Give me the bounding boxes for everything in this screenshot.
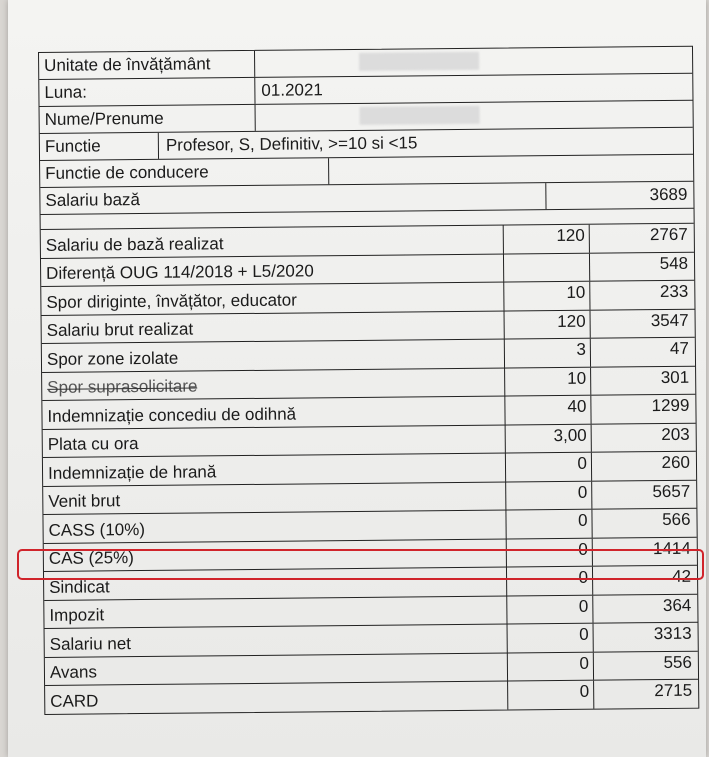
row-label: Spor zone izolate [46,348,179,369]
row-qty: 0 [577,453,588,473]
qty-cell [503,253,590,281]
qty-cell [504,367,591,395]
row-qty: 10 [567,368,587,388]
row-label: Salariu net [49,633,132,654]
row-amount: 260 [661,452,691,473]
row-qty: 0 [579,653,589,673]
sindicat-highlight-box [17,549,704,580]
row-amount: 548 [659,253,689,273]
row-label: Salariu de bază realizat [45,233,224,255]
row-label: CASS (10%) [48,519,146,540]
row-qty: 0 [577,482,588,502]
row-amount: 3313 [653,623,692,644]
row-amount: 2767 [649,224,688,245]
qty-cell [505,510,592,538]
row-amount: 3547 [650,310,689,330]
row-qty: 10 [566,282,586,302]
unitate-label: Unitate de învățământ [44,54,211,75]
row-amount: 42 [672,566,692,586]
salariu-baza-value: 3689 [649,184,688,205]
qty-cell [503,225,590,253]
qty-cell [506,595,593,623]
redacted-nume [360,106,480,125]
row-label: CAS (25%) [48,548,134,568]
row-amount: 566 [662,509,691,530]
salary-rows [41,224,699,714]
functie-conducere-label: Functie de conducere [45,162,209,183]
qty-cell [507,624,594,652]
row-label: Diferență OUG 114/2018 + L5/2020 [46,261,314,283]
row-amount: 556 [663,652,692,672]
qty-cell [505,453,592,481]
row-amount: 203 [661,424,690,444]
redacted-unitate [359,52,479,71]
qty-cell [504,396,591,424]
row-qty: 3 [576,339,586,359]
luna-value: 01.2021 [261,80,323,100]
row-label: Avans [49,662,97,682]
qty-cell [507,652,594,680]
row-label: Spor diriginte, învățător, educator [46,290,297,312]
row-label: Indemnizație de hrană [47,461,217,483]
qty-cell [504,310,591,338]
row-label: Indemnizație concediu de odihnă [47,404,297,426]
nume-label: Nume/Prenume [44,108,164,129]
row-amount: 2715 [654,680,693,701]
qty-cell [505,481,592,509]
row-qty: 3,00 [553,425,587,445]
row-label: CARD [50,690,99,711]
row-label: Spor suprasolicitare [47,376,198,397]
row-amount: 1414 [652,538,691,558]
luna-label: Luna: [44,82,88,102]
row-qty: 120 [557,311,586,331]
row-label: Plata cu ora [47,434,139,454]
row-qty: 0 [578,567,589,587]
table-row [45,680,698,714]
row-qty: 40 [567,396,587,416]
payslip-table [38,46,699,715]
row-qty: 0 [578,596,589,616]
row-qty: 0 [577,510,588,530]
row-amount: 301 [660,367,690,387]
row-qty: 0 [579,624,589,644]
qty-cell [507,681,594,709]
qty-cell [505,424,592,452]
row-qty: 0 [578,539,588,559]
row-amount: 233 [659,281,689,302]
row-label: Salariu brut realizat [46,319,194,340]
salariu-baza-label: Salariu bază [45,190,141,210]
row-label: Venit brut [48,491,121,511]
row-amount: 5657 [652,481,691,501]
row-amount: 1299 [651,395,690,416]
row-qty: 120 [556,225,585,246]
row-label: Sindicat [49,576,110,597]
row-amount: 364 [662,595,692,615]
payslip-paper [8,0,706,757]
qty-cell [503,282,590,310]
functie-value: Profesor, S, Definitiv, >=10 si <15 [165,133,418,155]
row-qty: 0 [579,681,590,701]
row-label: Impozit [49,605,105,625]
functie-label: Functie [44,136,101,156]
qty-cell [504,339,591,367]
row-amount: 47 [669,338,689,358]
